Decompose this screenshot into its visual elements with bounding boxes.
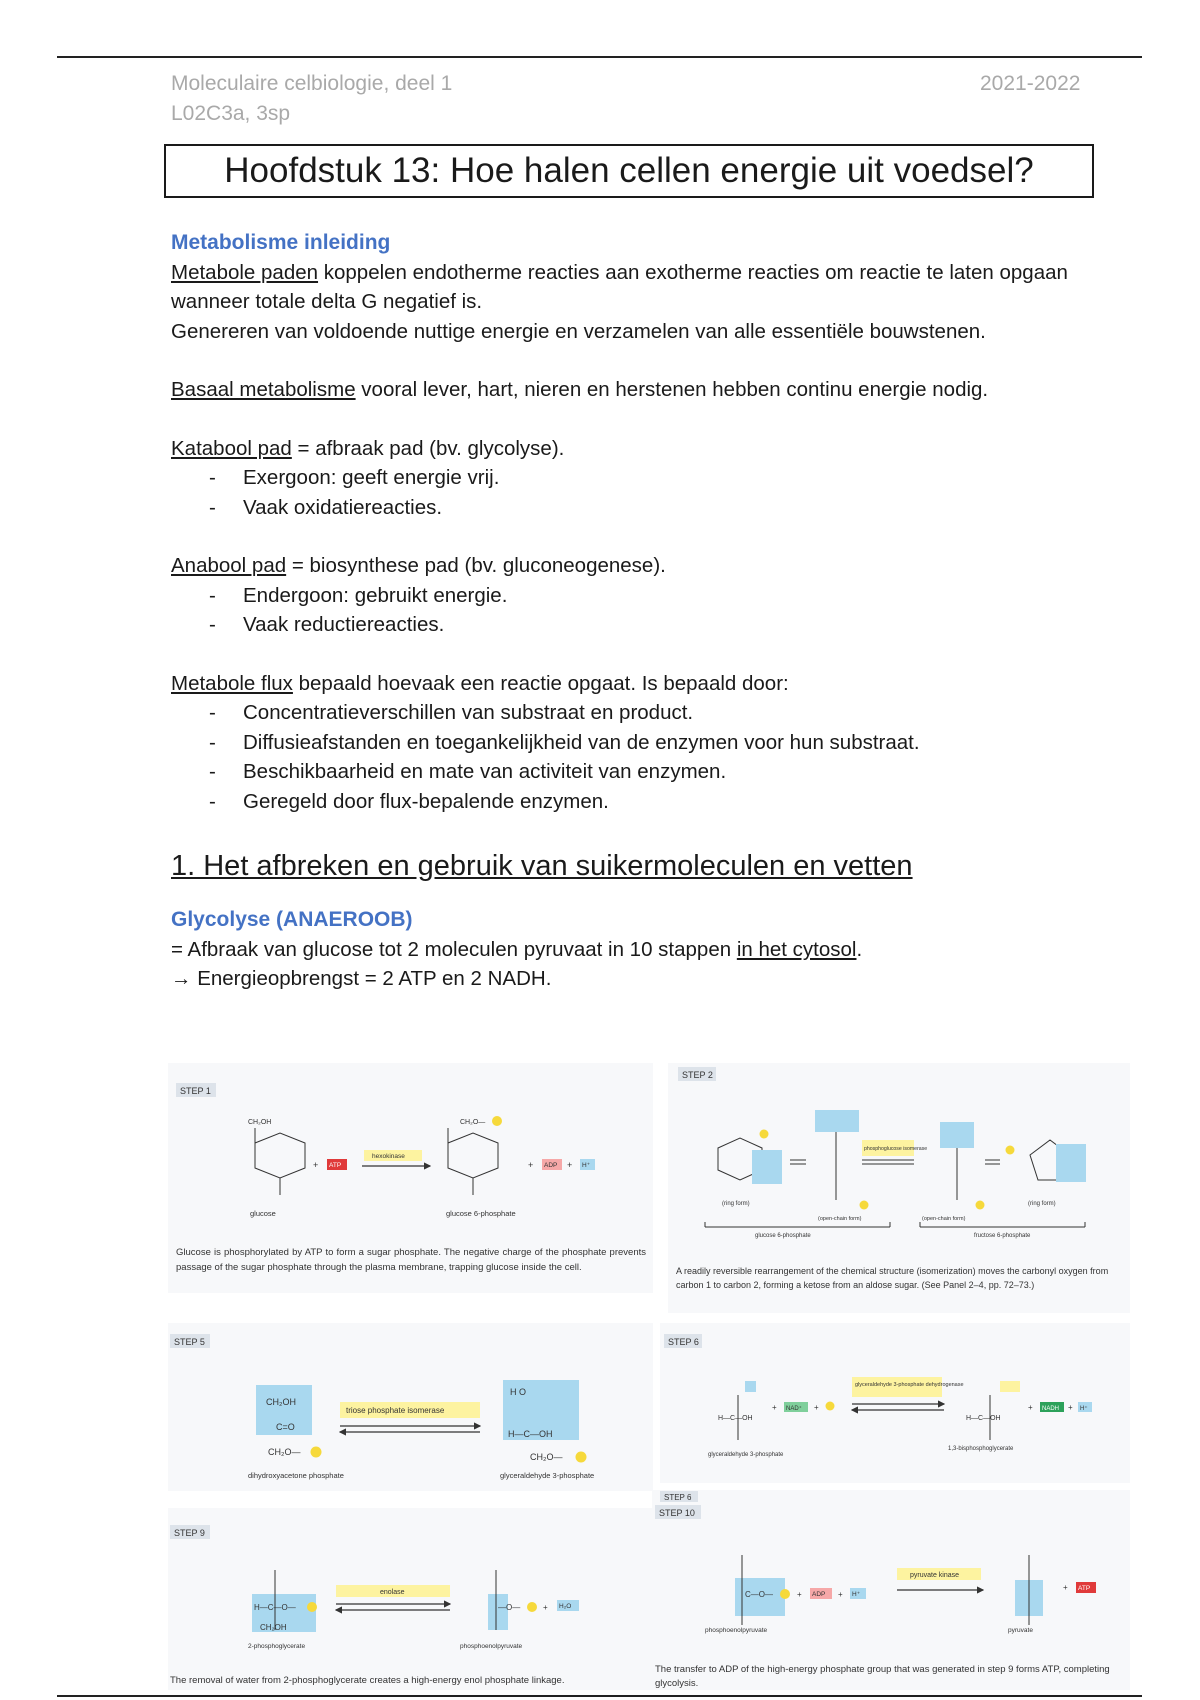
step2-ring2: (ring form) xyxy=(1028,1201,1056,1207)
svg-text:+: + xyxy=(1063,1583,1068,1592)
chapter-title: Hoofdstuk 13: Hoe halen cellen energie uit voedsel? xyxy=(164,144,1094,198)
step6-label: STEP 6 xyxy=(668,1337,699,1347)
term-anabool: Anabool pad xyxy=(171,554,287,577)
glycolyse-heading: Glycolyse (ANAEROOB) xyxy=(171,908,413,931)
step6-enzyme: glyceraldehyde 3-phosphate dehydrogenase xyxy=(855,1382,964,1388)
step2-caption: A readily reversible rearrangement of the chemical structure (isomerization) moves the carbonyl oxygen from carbon 1 to carbon 2, forming a ketose from an aldose sugar. (See Panel 2–4, pp. 72–73.) xyxy=(676,1266,1109,1290)
step10-h: H⁺ xyxy=(852,1591,861,1598)
step10-caption: The transfer to ADP of the high-energy phosphate group that was generated in step 9 forms ATP, completing glycolysis. xyxy=(655,1664,1110,1689)
step5-enzyme: triose phosphate isomerase xyxy=(346,1406,445,1415)
svg-text:+: + xyxy=(1028,1403,1033,1412)
step10-label: STEP 10 xyxy=(659,1508,695,1518)
step9-substrate: 2-phosphoglycerate xyxy=(248,1643,306,1650)
step10-product: pyruvate xyxy=(1008,1627,1033,1634)
step6-nad: NAD⁺ xyxy=(786,1406,802,1412)
svg-text:+: + xyxy=(567,1160,573,1170)
step9-panel xyxy=(168,1508,653,1692)
course-code: L02C3a, 3sp xyxy=(171,102,291,125)
step5-panel xyxy=(168,1323,653,1491)
list-item: - Vaak reductiereacties. xyxy=(171,610,1101,640)
step1-caption: Glucose is phosphorylated by ATP to form a sugar phosphate. The negative charge of the phosphate prevents passage of the sugar phosphate through the plasma membrane, trapping glucose inside the cell. xyxy=(176,1247,646,1273)
glycolyse-line-2: → Energieopbrengst = 2 ATP en 2 NADH. xyxy=(171,967,552,990)
step1-adp: ADP xyxy=(544,1162,558,1169)
step1-h: H⁺ xyxy=(582,1162,591,1169)
step2-enzyme: phosphoglucose isomerase xyxy=(864,1146,928,1152)
svg-text:+: + xyxy=(1068,1403,1073,1412)
svg-text:H—C—OH: H—C—OH xyxy=(718,1415,753,1422)
section-1-heading: 1. Het afbreken en gebruik van suikermoleculen en vetten xyxy=(171,850,913,882)
glyco-period: . xyxy=(856,937,863,961)
svg-text:+: + xyxy=(838,1590,843,1599)
step6-h: H⁺ xyxy=(1080,1406,1088,1412)
term-basaal: Basaal metabolisme xyxy=(171,378,356,401)
intro-heading: Metabolisme inleiding xyxy=(171,231,391,254)
academic-year: 2021-2022 xyxy=(980,72,1081,95)
svg-text:+: + xyxy=(772,1403,777,1412)
step10-label-a: STEP 6 xyxy=(664,1493,692,1502)
svg-text:H—C—OH: H—C—OH xyxy=(966,1415,1001,1422)
step9-water: H₂O xyxy=(559,1603,572,1610)
flux-text: bepaald hoevaak een reactie opgaat. Is bepaald door: xyxy=(292,671,789,695)
step1-panel xyxy=(168,1063,653,1293)
term-metabole-paden: Metabole paden xyxy=(171,260,319,284)
svg-text:CH₂O—: CH₂O— xyxy=(530,1452,563,1462)
course-name: Moleculaire celbiologie, deel 1 xyxy=(171,72,453,95)
bottom-rule xyxy=(57,1695,1142,1697)
step5-product: glyceraldehyde 3-phosphate xyxy=(500,1471,595,1480)
step9-enzyme: enolase xyxy=(380,1589,405,1596)
step1-label: STEP 1 xyxy=(180,1086,211,1096)
step2-open2: (open-chain form) xyxy=(922,1216,966,1222)
basaal-text: vooral lever, hart, nieren en herstenen hebben continu energie nodig. xyxy=(355,378,989,401)
step6-nadh: NADH xyxy=(1042,1406,1060,1412)
svg-text:+: + xyxy=(797,1590,802,1599)
glyco-cytosol: in het cytosol xyxy=(736,937,857,961)
svg-text:+: + xyxy=(814,1403,819,1412)
step1-product: glucose 6-phosphate xyxy=(446,1209,516,1218)
svg-text:CH₂O—: CH₂O— xyxy=(460,1119,486,1126)
list-item: - Vaak oxidatiereacties. xyxy=(171,493,1101,523)
list-item: - Beschikbaarheid en mate van activiteit van enzymen. xyxy=(171,757,1101,787)
step1-atp: ATP xyxy=(329,1162,342,1169)
svg-text:+: + xyxy=(313,1160,319,1170)
svg-text:CH₂O—: CH₂O— xyxy=(268,1447,301,1457)
svg-text:—O—: —O— xyxy=(498,1603,521,1612)
svg-text:H—C—OH: H—C—OH xyxy=(508,1429,553,1439)
step9-label: STEP 9 xyxy=(174,1528,205,1538)
svg-text:CH₂OH: CH₂OH xyxy=(248,1119,272,1126)
katabool-text: = afbraak pad (bv. glycolyse). xyxy=(291,436,565,460)
svg-text:+: + xyxy=(528,1160,534,1170)
term-katabool: Katabool pad xyxy=(171,436,292,460)
list-item: - Diffusieafstanden en toegankelijkheid van de enzymen voor hun substraat. xyxy=(171,728,1101,758)
step6-product: 1,3-bisphosphoglycerate xyxy=(948,1446,1014,1452)
svg-text:H O: H O xyxy=(510,1387,527,1397)
step10-adp: ADP xyxy=(812,1591,826,1598)
step10-substrate: phosphoenolpyruvate xyxy=(705,1627,768,1634)
step9-caption: The removal of water from 2-phosphoglycerate creates a high-energy enol phosphate linkage. xyxy=(170,1675,565,1686)
step5-substrate: dihydroxyacetone phosphate xyxy=(248,1471,344,1480)
intro-paragraph-2: Genereren van voldoende nuttige energie en verzamelen van alle essentiële bouwstenen. xyxy=(171,319,986,343)
intro-p1-text: koppelen endotherme reacties aan exotherme reacties om reactie te laten opgaan wanneer totale delta G negatief is. xyxy=(171,260,1068,313)
step2-ring1: (ring form) xyxy=(722,1201,750,1207)
step2-product: fructose 6-phosphate xyxy=(974,1233,1031,1239)
step10-panel xyxy=(652,1490,1155,1693)
term-flux: Metabole flux xyxy=(171,671,293,695)
step2-substrate: glucose 6-phosphate xyxy=(755,1233,811,1239)
step1-enzyme: hexokinase xyxy=(372,1153,405,1160)
list-item: - Geregeld door flux-bepalende enzymen. xyxy=(171,787,1101,817)
step10-atp: ATP xyxy=(1078,1585,1091,1592)
glyco-text: = Afbraak van glucose tot 2 moleculen pyruvaat in 10 stappen xyxy=(171,937,737,961)
list-item: - Endergoon: gebruikt energie. xyxy=(171,581,1101,611)
svg-text:H—C—O—: H—C—O— xyxy=(254,1603,296,1612)
step6-panel xyxy=(660,1323,1130,1483)
svg-text:CH₂OH: CH₂OH xyxy=(266,1397,296,1407)
list-item: - Exergoon: geeft energie vrij. xyxy=(171,463,1101,493)
step9-product: phosphoenolpyruvate xyxy=(460,1643,523,1650)
svg-text:C—O—: C—O— xyxy=(745,1590,773,1599)
step2-panel xyxy=(668,1063,1130,1313)
list-item: - Concentratieverschillen van substraat en product. xyxy=(171,698,1101,728)
step2-open1: (open-chain form) xyxy=(818,1216,862,1222)
step10-enzyme: pyruvate kinase xyxy=(910,1572,960,1579)
svg-text:CH₂OH: CH₂OH xyxy=(260,1623,287,1632)
svg-text:+: + xyxy=(543,1603,548,1612)
step1-substrate: glucose xyxy=(250,1209,276,1218)
anabool-text: = biosynthese pad (bv. gluconeogenese). xyxy=(286,554,666,577)
step6-substrate: glyceraldehyde 3-phosphate xyxy=(708,1452,784,1458)
step5-label: STEP 5 xyxy=(174,1337,205,1347)
step2-label: STEP 2 xyxy=(682,1070,713,1080)
svg-text:C=O: C=O xyxy=(276,1422,295,1432)
